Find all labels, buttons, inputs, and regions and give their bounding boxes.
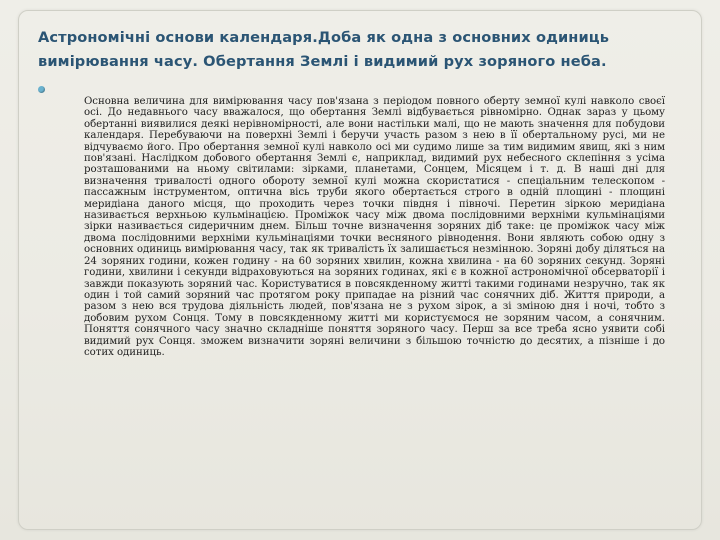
slide-title: Астрономічні основи календаря.Доба як одна з основних одиниць вимірювання часу. Обертання Землі і видимий рух зоряного неба. bbox=[38, 29, 610, 70]
bullet-dot-icon bbox=[38, 86, 45, 93]
body-paragraph: Основна величина для вимірювання часу пов'язана з періодом повного оберту земної кулі навколо своєї осі. До недавнього часу вважалося, що обертання Землі відбувається рівномірно. Однак зараз у цьому обертанні виявилися деякі нерівномірності, але вони настільки малі, що не мають значення для побудови календаря. Перебуваючи на поверхні Землі і беручи участь разом з нею в її обертальному русі, ми не відчуваємо його. Про обертання земної кулі навколо осі ми судимо лише за тим видимим явищ, які з ним пов'язані. Наслідком добового обертання Землі є, наприклад, видимий рух небесного склепіння з усіма розташованими на ньому світилами: зірками, планетами, Сонцем, Місяцем і т. д. В наші дні для визначення тривалості одного обороту земної кулі можна скористатися - спеціальним телескопом - пассажным інструментом, оптична вісь труби якого обертається строго в одній площині - площині меридіана даного місця, що проходить через точки півдня і півночі. Перетин зіркою меридіана називається верхньою кульмінацією. Проміжок часу між двома послідовними верхніми кульмінаціями зірки називається сидеричним днем. Більш точне визначення зоряних діб таке: це проміжок часу між двома послідовними верхніми кульмінаціями точки весняного рівнодення. Вони являють собою одну з основних одиниць вимірювання часу, так як тривалість їх залишається незмінною. Зоряні добу діляться на 24 зоряних години, кожен годину - на 60 зоряних хвилин, кожна хвилина - на 60 зоряних секунд. Зоряні години, хвилини і секунди відраховуються на зоряних годинах, які є в кожної астрономічної обсерваторії і завжди показують зоряний час. Користуватися в повсякденному житті такими годинами незручно, так як один і той самий зоряний час протягом року припадае на різний час сонячних діб. Життя природи, а разом з нею вся трудова діяльність людей, пов'язана не з рухом зірок, а зі зміною дня і ночі, тобто з добовим рухом Сонця. Тому в повсякденному житті ми користуємося не зоряним часом, а сонячним. Поняття сонячного часу значно складніше поняття зоряного часу. Перш за все треба ясно уявити собі видимий рух Сонця. зможем визначити зоряні величини з більшою точністю до десятих, а пізніше і до сотих одиниць. bbox=[84, 96, 665, 358]
